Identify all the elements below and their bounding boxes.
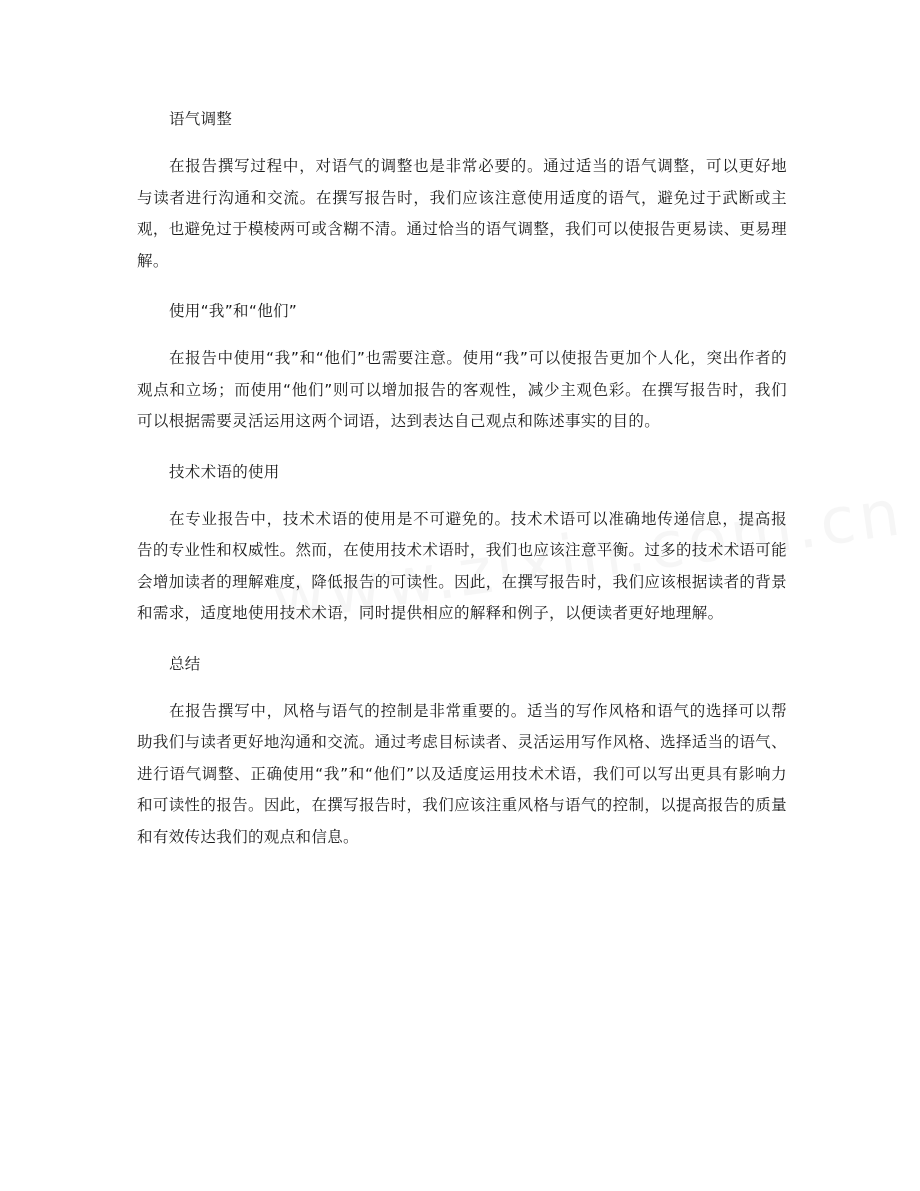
- section-pronoun-usage: [137, 296, 787, 438]
- section-heading: 语气调整: [169, 110, 233, 128]
- section-heading: 技术术语的使用: [169, 462, 280, 481]
- section-summary: [137, 649, 787, 854]
- section-technical-terms: [137, 457, 787, 630]
- document-body: [137, 104, 787, 872]
- section-paragraph: 在报告中使用“我”和“他们”也需要注意。使用“我”可以使报告更加个人化，突出作者的观点和立场；而使用“他们”则可以增加报告的客观性，减少主观色彩。在撰写报告时，我们可以根据需要灵活运用这两个词语，达到表达自己观点和陈述事实的目的。: [137, 349, 787, 430]
- section-paragraph: 在专业报告中，技术术语的使用是不可避免的。技术术语可以准确地传递信息，提高报告的专业性和权威性。然而，在使用技术术语时，我们也应该注意平衡。过多的技术术语可能会增加读者的理解难度，降低报告的可读性。因此，在撰写报告时，我们应该根据读者的背景和需求，适度地使用技术术语，同时提供相应的解释和例子，以便读者更好地理解。: [137, 509, 787, 622]
- section-heading: 总结: [169, 654, 201, 673]
- section-heading: 使用“我”和“他们”: [169, 302, 298, 320]
- section-paragraph: 在报告撰写中，风格与语气的控制是非常重要的。适当的写作风格和语气的选择可以帮助我们与读者更好地沟通和交流。通过考虑目标读者、灵活运用写作风格、选择适当的语气、进行语气调整、正确使用“我”和“他们”以及适度运用技术术语，我们可以写出更具有影响力和可读性的报告。因此，在撰写报告时，我们应该注重风格与语气的控制，以提高报告的质量和有效传达我们的观点和信息。: [137, 701, 787, 846]
- section-paragraph: 在报告撰写过程中，对语气的调整也是非常必要的。通过适当的语气调整，可以更好地与读者进行沟通和交流。在撰写报告时，我们应该注意使用适度的语气，避免过于武断或主观，也避免过于模棱两可或含糊不清。通过恰当的语气调整，我们可以使报告更易读、更易理解。: [137, 157, 787, 270]
- section-tone-adjustment: [137, 104, 787, 277]
